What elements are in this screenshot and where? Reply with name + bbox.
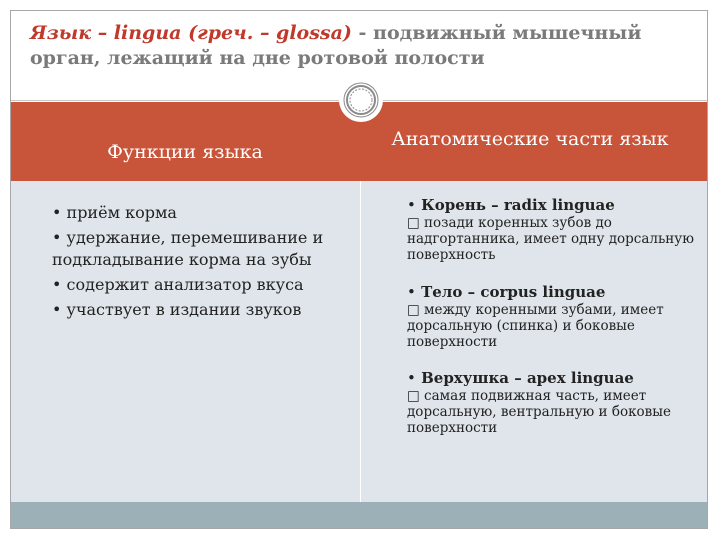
part-name: Верхушка – apex linguae [421, 369, 634, 387]
part-description: □ позади коренных зубов до надгортанника, имеет одну дорсальную поверхность [407, 215, 695, 263]
header-anatomical-parts: Анатомические части язык [391, 128, 669, 150]
bullet: • [407, 196, 416, 214]
slide-footer-bar [11, 502, 707, 528]
functions-list [52, 202, 352, 324]
part-root [407, 196, 697, 263]
slide-title [30, 21, 700, 71]
circle-ornament-icon [339, 78, 383, 122]
part-description: □ между коренными зубами, имеет дорсальную (спинка) и боковые поверхности [407, 302, 664, 350]
part-name: Корень – radix linguae [421, 196, 615, 214]
bullet: • [407, 283, 416, 301]
column-divider [360, 181, 361, 502]
part-description: □ самая подвижная часть, имеет дорсальную, вентральную и боковые поверхности [407, 388, 671, 436]
header-functions: Функции языка [107, 141, 263, 163]
title-definition: - подвижный мышечный [351, 22, 642, 44]
title-line-2: орган, лежащий на дне ротовой полости [30, 47, 485, 69]
part-body [407, 283, 697, 350]
function-item: • приём корма [52, 203, 177, 222]
function-item: • содержит анализатор вкуса [52, 275, 304, 294]
bullet: • [407, 369, 416, 387]
title-term: Язык – lingua (греч. – glossa) [30, 22, 352, 44]
function-item: • удержание, перемешивание и подкладывание корма на зубы [52, 228, 324, 269]
part-apex [407, 369, 697, 436]
part-name: Тело – corpus linguae [421, 283, 606, 301]
function-item: • участвует в издании звуков [52, 300, 302, 319]
